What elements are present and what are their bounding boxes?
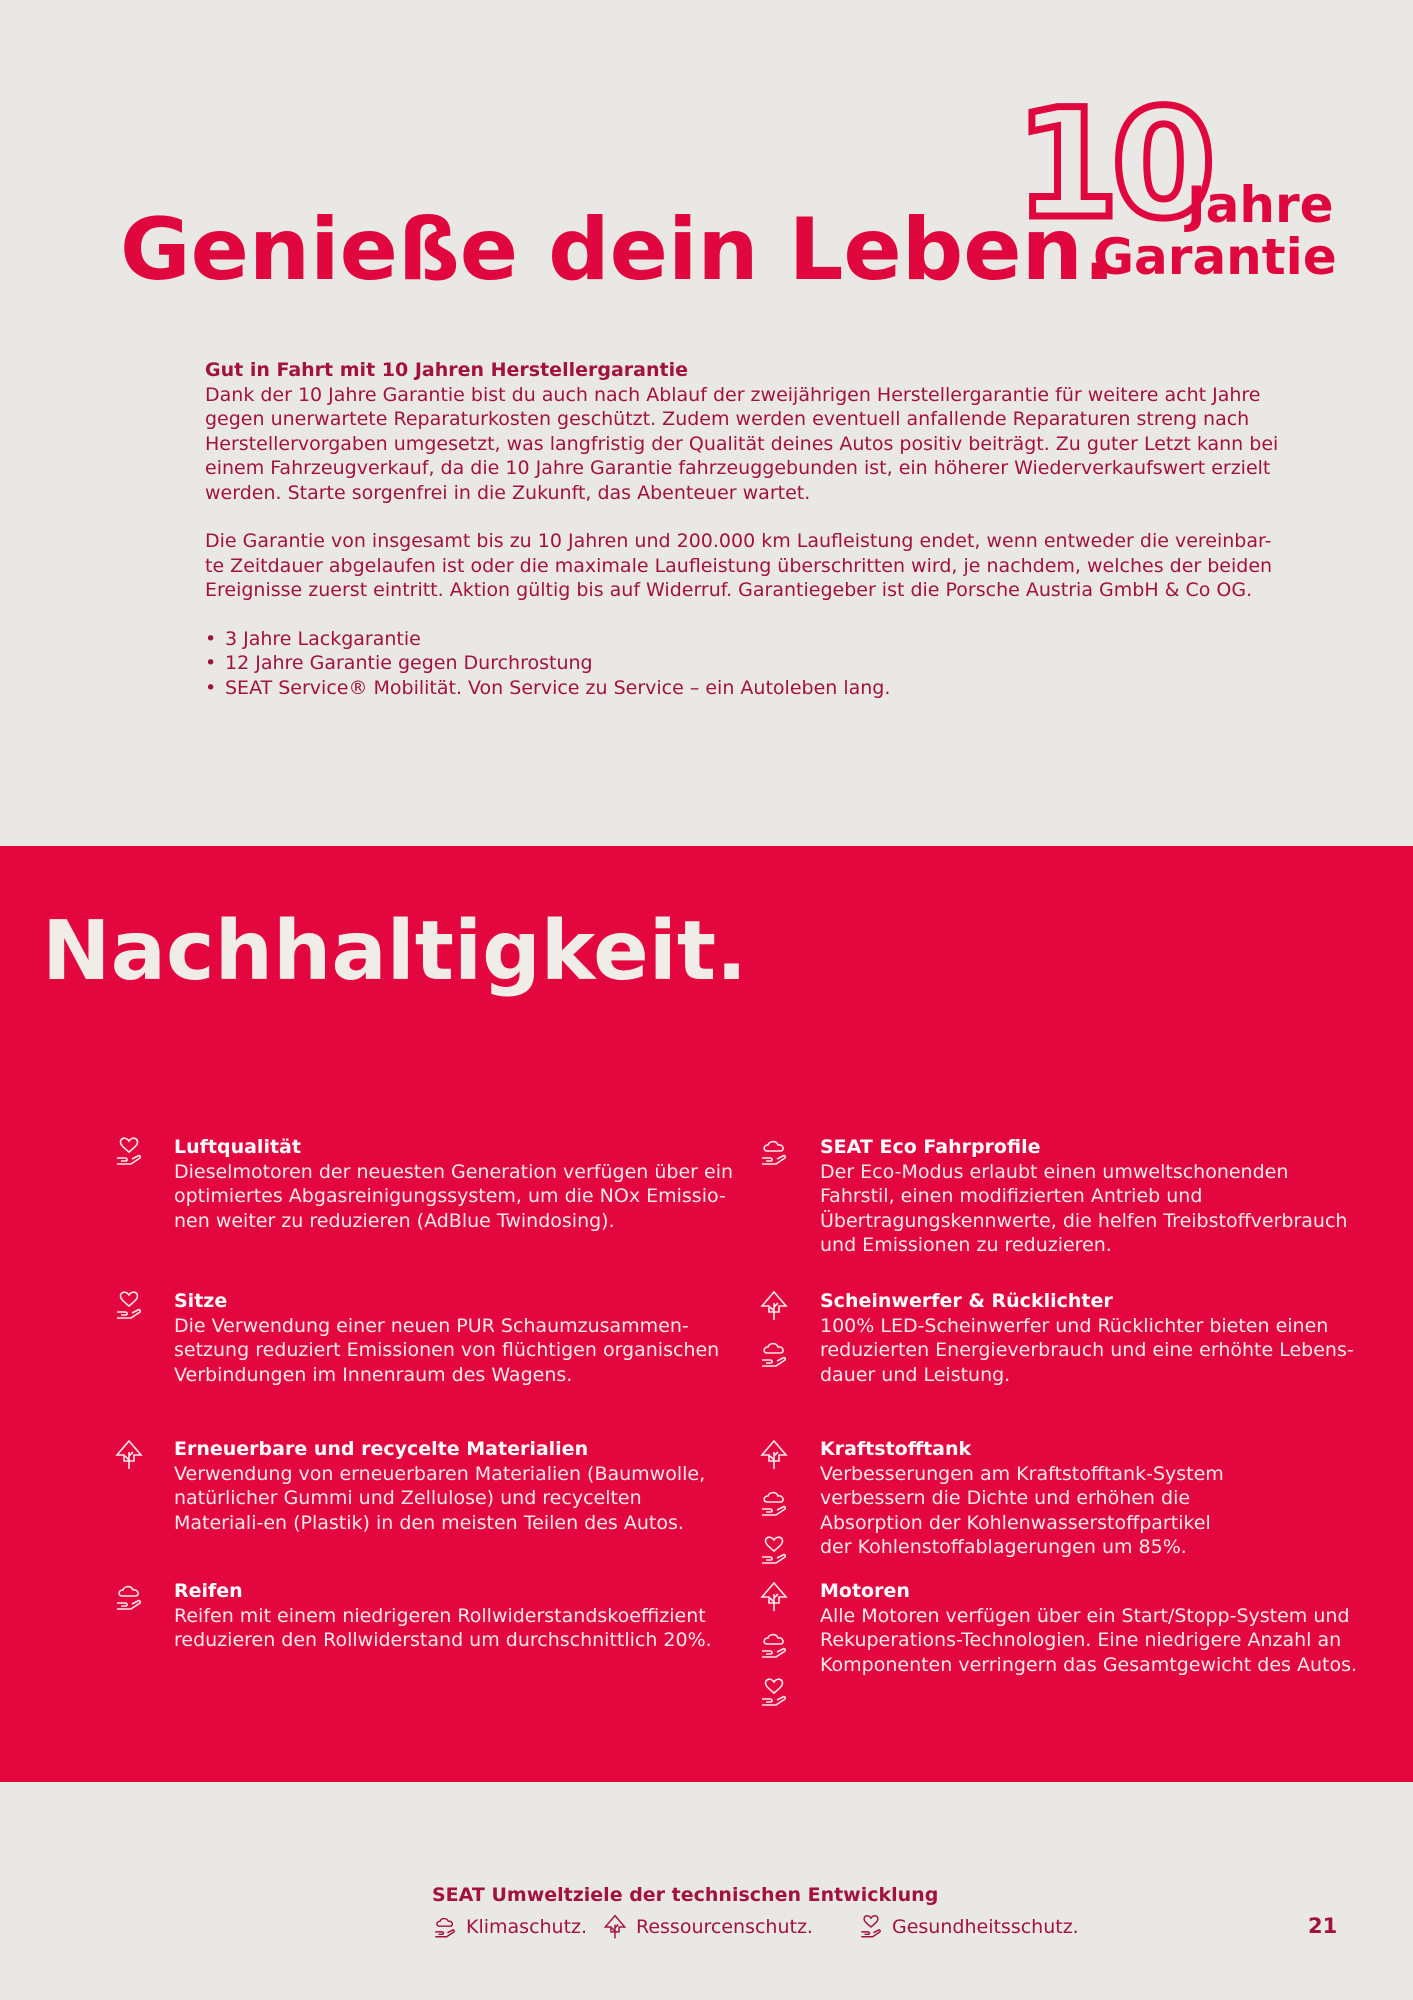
feature-title: Luftqualität [174,1136,301,1158]
feature-scheinwerfer [820,1289,1360,1387]
feature-text: Reifen mit einem niedrigeren Rollwiderstandskoeffizient reduzieren den Rollwiderstand um durchschnittlich 20%. [174,1604,712,1651]
warranty-paragraph-2: Die Garantie von insgesamt bis zu 10 Jahren und 200.000 km Laufleistung endet, wenn entweder die vereinbar-te Zeitdauer abgelaufen ist oder die maximale Laufleistung überschritten wird, je nachdem, welches der beiden Ereignisse zuerst eintritt. Aktion gültig bis auf Widerruf. Garantiegeber ist die Porsche Austria GmbH & Co OG. [205,530,1273,601]
feature-text: 100% LED-Scheinwerfer und Rücklichter bieten einen reduzierten Energieverbrauch und eine erhöhte Lebens-dauer und Leistung. [820,1314,1354,1386]
feature-text: Dieselmotoren der neuesten Generation verfügen über ein optimiertes Abgasreinigungssystem, um die NOx Emissio-nen weiter zu reduzieren (AdBlue Twindosing). [174,1160,734,1232]
climate-icon [113,1581,145,1613]
warranty-bullet-list [205,627,1285,701]
feature-icons [113,1439,147,1487]
feature-text: Der Eco-Modus erlaubt einen umweltschonenden Fahrstil, einen modifizierten Antrieb und Übertragungskennwerte, die helfen Treibstoffverbrauch und Emissionen zu reduzieren. [820,1160,1348,1256]
page-number: 21 [1308,1914,1338,1938]
ten-year-warranty-badge [1015,78,1345,295]
climate-icon [758,1136,790,1168]
climate-icon [758,1487,790,1519]
badge-word-jahre: Jahre [1187,176,1334,234]
legend-resources [602,1914,813,1940]
feature-icons [758,1136,792,1184]
sustainability-title: Nachhaltigkeit. [42,904,748,999]
feature-eco-fahrprofile [820,1135,1365,1258]
list-item: • 12 Jahre Garantie gegen Durchrostung [205,651,1285,676]
feature-title: Scheinwerfer & Rücklichter [820,1290,1113,1312]
warranty-section [0,0,1413,846]
climate-icon [432,1914,458,1940]
feature-materialien [174,1437,734,1535]
feature-sitze [174,1289,734,1387]
feature-title: Sitze [174,1290,228,1312]
feature-title: Reifen [174,1580,243,1602]
health-icon [113,1290,145,1322]
legend-health [858,1914,1079,1940]
feature-text: Verbesserungen am Kraftstofftank-System verbessern die Dichte und erhöhen die Absorption der Kohlenwasserstoffpartikel der Kohlenstoffablagerungen um 85%. [820,1462,1224,1558]
health-icon [758,1535,790,1567]
feature-icons [113,1581,147,1629]
feature-icons [758,1439,792,1583]
list-item: • SEAT Service® Mobilität. Von Service zu Service – ein Autoleben lang. [205,676,1285,701]
feature-title: Kraftstofftank [820,1438,972,1460]
warranty-title: Gut in Fahrt mit 10 Jahren Herstellergarantie [205,359,688,381]
list-item: • 3 Jahre Lackgarantie [205,627,1285,652]
legend-label: Gesundheitsschutz. [892,1916,1079,1938]
resource-icon [602,1914,628,1940]
health-icon [858,1914,884,1940]
legend-climate [432,1914,587,1940]
resource-icon [113,1439,145,1471]
feature-icons [758,1290,792,1386]
feature-title: Motoren [820,1580,910,1602]
sustainability-section [0,846,1413,1782]
page-headline: Genieße dein Leben. [120,200,1116,300]
health-icon [758,1677,790,1709]
feature-icons [758,1581,792,1725]
feature-title: SEAT Eco Fahrprofile [820,1136,1041,1158]
feature-motoren [820,1579,1365,1677]
resource-icon [758,1439,790,1471]
feature-icons [113,1136,147,1184]
feature-text: Die Verwendung einer neuen PUR Schaumzusammen-setzung reduziert Emissionen von flüchtigen organischen Verbindungen im Innenraum des Wagens. [174,1314,720,1386]
climate-icon [758,1629,790,1661]
feature-text: Verwendung von erneuerbaren Materialien (Baumwolle, natürlicher Gummi und Zellulose) und recycelten Materiali-en (Plastik) in den meisten Teilen des Autos. [174,1462,706,1534]
feature-luftqualitaet [174,1135,734,1233]
badge-number: 10 [1015,78,1208,252]
feature-text: Alle Motoren verfügen über ein Start/Stopp-System und Rekuperations-Technologien. Eine niedrigere Anzahl an Komponenten verringern das Gesamtgewicht des Autos. [820,1604,1358,1676]
legend-label: Klimaschutz. [466,1916,588,1938]
resource-icon [758,1290,790,1322]
climate-icon [758,1338,790,1370]
feature-kraftstofftank [820,1437,1240,1560]
warranty-copy [205,358,1285,700]
warranty-paragraph-1: Dank der 10 Jahre Garantie bist du auch nach Ablauf der zweijährigen Herstellergarantie für weitere acht Jahre gegen unerwartete Reparaturkosten geschützt. Zudem werden eventuell anfallende Reparaturen streng nach Herstellervorgaben umgesetzt, was langfristig der Qualität deines Autos positiv beiträgt. Zu guter Letzt kann bei einem Fahrzeugverkauf, da die 10 Jahre Garantie fahrzeuggebunden ist, ein höherer Wiederverkaufswert erzielt werden. Starte sorgenfrei in die Zukunft, das Abenteuer wartet. [205,383,1279,504]
health-icon [113,1136,145,1168]
footer-title: SEAT Umweltziele der technischen Entwicklung [432,1884,939,1906]
resource-icon [758,1581,790,1613]
badge-word-garantie: Garantie [1093,228,1337,286]
legend-label: Ressourcenschutz. [636,1916,813,1938]
feature-icons [113,1290,147,1338]
feature-title: Erneuerbare und recycelte Materialien [174,1438,589,1460]
feature-reifen [174,1579,734,1653]
